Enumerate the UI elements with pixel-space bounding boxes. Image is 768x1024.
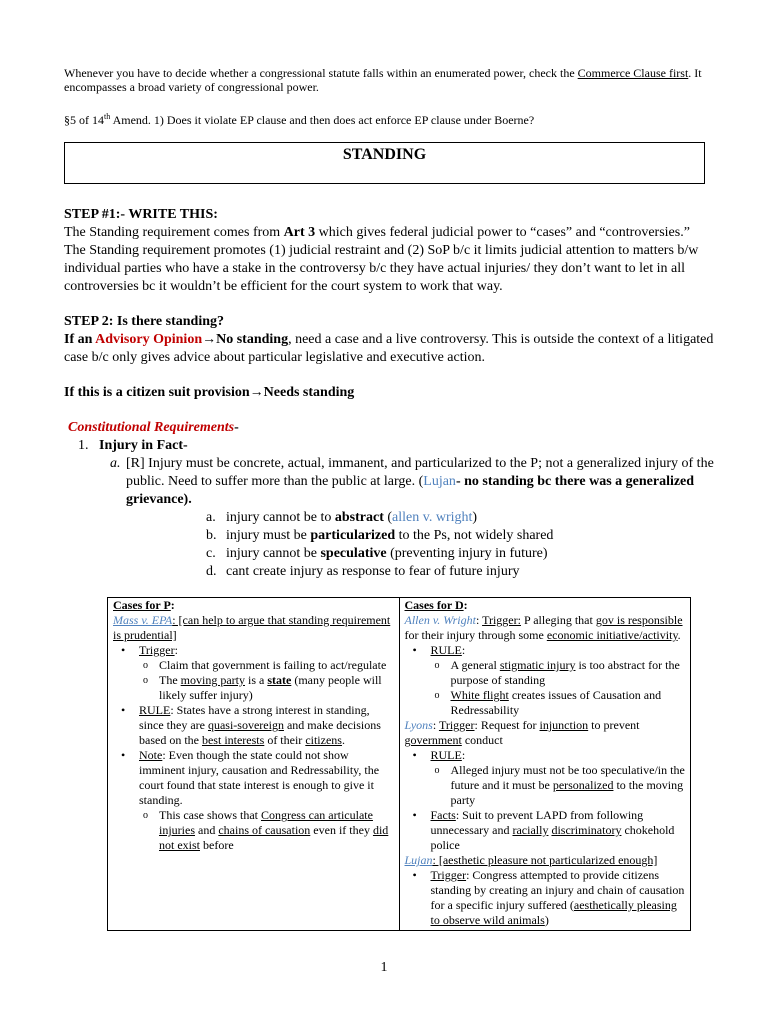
step1-text: The Standing requirement comes from xyxy=(64,225,284,240)
intro-text: Whenever you have to decide whether a congressional statute falls within an enumerated power, check the xyxy=(64,66,578,80)
rule-text: of their xyxy=(264,733,306,747)
constitutional-dash: - xyxy=(234,420,239,435)
case-text: conduct xyxy=(461,733,503,747)
sub-text: and xyxy=(195,823,219,837)
sub-bold: abstract xyxy=(334,510,384,525)
intro-text-end: . It encompasses a broad variety of congressional power. xyxy=(64,66,702,94)
case-underline: economic initiative/activity xyxy=(546,628,678,642)
case-name: Lujan xyxy=(423,474,456,489)
case-name: Mass v. EPA xyxy=(113,613,173,627)
injury-in-fact-item xyxy=(64,437,714,455)
trigger-label: Trigger xyxy=(430,868,467,882)
case-text: P alleging that xyxy=(520,613,596,627)
note-text: : Even though the state could not show imminent injury, causation and Redressability, the court found that state interest is enough to give it standing. xyxy=(139,748,380,807)
step2-rest: , need a case and a live controversy. This is outside the context of a litigated case b/c only gives advice about particular legislative and executive action. xyxy=(64,332,714,365)
list-item xyxy=(159,808,395,853)
sub-label: b. xyxy=(206,528,217,543)
intro-paragraph xyxy=(64,66,714,94)
rule-bold: - no standing bc there was a generalized grievance). xyxy=(126,474,695,507)
list-item xyxy=(159,673,395,703)
sub-underline: White flight xyxy=(450,688,509,702)
trigger-label: Trigger xyxy=(438,718,475,732)
cases-for-p-header: Cases for P xyxy=(113,598,171,612)
step1-paragraph xyxy=(64,224,714,296)
sub-underline: personalized xyxy=(552,778,614,792)
sub-text: Alleged injury must not be too speculative/in the future and it must be xyxy=(450,763,685,792)
sub-underline: moving party xyxy=(180,673,245,687)
case-underline: gov is responsible xyxy=(595,613,683,627)
list-item xyxy=(139,748,395,853)
case-note: : [can help to argue that standing requirement is prudential] xyxy=(113,613,391,642)
amendment-note xyxy=(64,110,534,127)
commerce-clause-underline: Commerce Clause first xyxy=(577,66,689,80)
sub-text: injury cannot be to xyxy=(226,510,335,525)
advisory-opinion: Advisory Opinion xyxy=(95,332,203,347)
sub-bold: state xyxy=(267,673,292,687)
list-item xyxy=(431,808,687,853)
rule-label: RULE xyxy=(139,703,171,717)
list-item xyxy=(451,688,687,718)
sub-text: (many people will likely suffer injury) xyxy=(159,673,382,702)
sub-text: to the moving party xyxy=(450,778,684,807)
cases-table xyxy=(107,597,691,931)
step2-paragraph xyxy=(64,331,714,367)
case-note: : [aesthetic pleasure not particularized enough] xyxy=(432,853,658,867)
list-item xyxy=(431,643,687,718)
sub-label: c. xyxy=(206,546,216,561)
rule-text: . xyxy=(341,733,345,747)
rule-underline: quasi-sovereign xyxy=(207,718,284,732)
step1-bold: Art 3 xyxy=(283,225,316,240)
rule-colon: : xyxy=(461,643,466,657)
facts-underline: racially xyxy=(512,823,549,837)
rule-text: [R] Injury must be concrete, actual, immanent, and particularized to the P; not a generalized injury of the public. Need to suffer more than the public at large. ( xyxy=(126,456,714,489)
amendment-post: Amend. 1) Does it violate EP clause and then does act enforce EP clause under Boerne? xyxy=(110,113,535,127)
bullet-list xyxy=(405,643,687,718)
sub-underline: stigmatic injury xyxy=(499,658,576,672)
case-text: for their injury through some xyxy=(404,628,547,642)
item-number: 1. xyxy=(78,438,89,453)
rule-label: RULE xyxy=(430,748,462,762)
case-colon: : xyxy=(475,613,483,627)
sub-end: ) xyxy=(472,510,478,525)
sub-underline: Congress can articulate injuries xyxy=(159,808,373,837)
header-colon: : xyxy=(463,598,468,612)
bullet-list xyxy=(405,748,687,853)
trigger-underline: aesthetically pleasing to observe wild animals xyxy=(430,898,677,927)
sub-post: to the Ps, not widely shared xyxy=(395,528,554,543)
sub-text: before xyxy=(200,838,234,852)
rule-item-a xyxy=(64,455,714,509)
section-title-box xyxy=(64,142,705,184)
sub-post: (preventing injury in future) xyxy=(386,546,548,561)
citizen-post: Needs standing xyxy=(263,385,355,400)
facts-text: chokehold police xyxy=(430,823,675,852)
facts-label: Facts xyxy=(430,808,456,822)
sub-text: This case shows that xyxy=(159,808,261,822)
case-text: . xyxy=(677,628,681,642)
cases-for-p-cell xyxy=(108,598,400,931)
case-underline: injunction xyxy=(539,718,589,732)
rule-label: RULE xyxy=(430,643,462,657)
list-item xyxy=(139,703,395,748)
document-body xyxy=(64,206,714,581)
case-name: Lujan xyxy=(404,853,433,867)
list-item xyxy=(431,748,687,808)
sub-label: a. xyxy=(206,510,216,525)
sub-item xyxy=(64,527,714,545)
rule-colon: : xyxy=(461,748,466,762)
amendment-sup: th xyxy=(104,112,111,121)
sub-post: ( xyxy=(383,510,393,525)
case-name: Allen v. Wright xyxy=(404,613,476,627)
rule-text: : States have a strong interest in standing, since they are xyxy=(139,703,370,732)
sub-text: even if they xyxy=(310,823,373,837)
trigger-label: Trigger: xyxy=(482,613,521,627)
sub-bold: speculative xyxy=(320,546,387,561)
case-colon: : xyxy=(432,718,439,732)
citizen-suit-line xyxy=(64,384,714,402)
case-name: allen v. wright xyxy=(392,510,473,525)
arrow-icon: → xyxy=(202,332,217,347)
sub-underline: did not exist xyxy=(159,823,389,852)
item-label: a. xyxy=(110,456,121,471)
case-text: to prevent xyxy=(588,718,640,732)
header-colon: : xyxy=(170,598,175,612)
list-item xyxy=(451,763,687,808)
note-label: Note xyxy=(139,748,163,762)
case-text: : Request for xyxy=(474,718,540,732)
sub-text: is too abstract for the purpose of standing xyxy=(450,658,680,687)
list-item: • Trigger: o Claim that government is failing to act/regulate o The moving party is a state (many people will likely suffer injury) xyxy=(139,643,395,703)
bullet-list xyxy=(405,868,687,928)
sub-label: d. xyxy=(206,564,217,579)
rule-underline: citizens xyxy=(305,733,342,747)
sub-text: A general xyxy=(450,658,500,672)
facts-text: : Suit to prevent LAPD from following unnecessary and xyxy=(430,808,644,837)
trigger-label: Trigger xyxy=(139,643,175,657)
sub-underline: chains of causation xyxy=(218,823,311,837)
cases-for-d-cell xyxy=(399,598,691,931)
step1-heading: STEP #1:- WRITE THIS: xyxy=(64,207,218,222)
case-underline: government xyxy=(404,733,462,747)
sub-text: Claim that government is failing to act/regulate xyxy=(159,658,387,672)
citizen-pre: If this is a citizen suit provision xyxy=(64,385,250,400)
trigger-text: : Congress attempted to provide citizens standing by creating an injury and chain of causation for a specific injury suffered ( xyxy=(430,868,685,912)
sub-text: cant create injury as response to fear of future injury xyxy=(226,564,520,579)
step2-if: If an xyxy=(64,332,96,347)
injury-in-fact-label: Injury in Fact- xyxy=(99,438,188,453)
sub-item xyxy=(64,509,714,527)
sub-text: The xyxy=(159,673,181,687)
facts-underline: discriminatory xyxy=(551,823,622,837)
page-number: 1 xyxy=(380,960,388,975)
list-item xyxy=(451,658,687,688)
trigger-text: ) xyxy=(544,913,549,927)
sub-text: creates issues of Causation and Redressability xyxy=(450,688,662,717)
sub-item xyxy=(64,545,714,563)
no-standing: No standing xyxy=(216,332,289,347)
rule-underline: best interests xyxy=(201,733,265,747)
rule-text: and make decisions based on the xyxy=(139,718,381,747)
sub-bold: particularized xyxy=(310,528,396,543)
arrow-icon: → xyxy=(249,385,264,400)
constitutional-heading-text: Constitutional Requirements xyxy=(68,420,235,435)
cases-for-d-header: Cases for D xyxy=(404,598,464,612)
sub-text: is a xyxy=(244,673,268,687)
sub-text: injury cannot be xyxy=(226,546,321,561)
step1-rest: which gives federal judicial power to “cases” and “controversies.” The Standing requirement promotes (1) judicial restraint and (2) SoP b/c it limits judicial attention to matters b/w individual parties who have a stake in the controversy b/c they have actual injuries/ they don’t want to let in all controversies bc it wouldn’t be efficient for the court system to work that way. xyxy=(64,225,699,294)
list-item xyxy=(159,658,395,673)
bullet-list xyxy=(113,643,395,853)
constitutional-heading xyxy=(64,419,714,437)
sub-item xyxy=(64,563,714,581)
list-item xyxy=(431,868,687,928)
sub-text: injury must be xyxy=(226,528,311,543)
amendment-pre: §5 of 14 xyxy=(64,113,104,127)
step2-heading: STEP 2: Is there standing? xyxy=(64,314,224,329)
case-name: Lyons xyxy=(404,718,433,732)
section-title: STANDING xyxy=(342,146,427,163)
